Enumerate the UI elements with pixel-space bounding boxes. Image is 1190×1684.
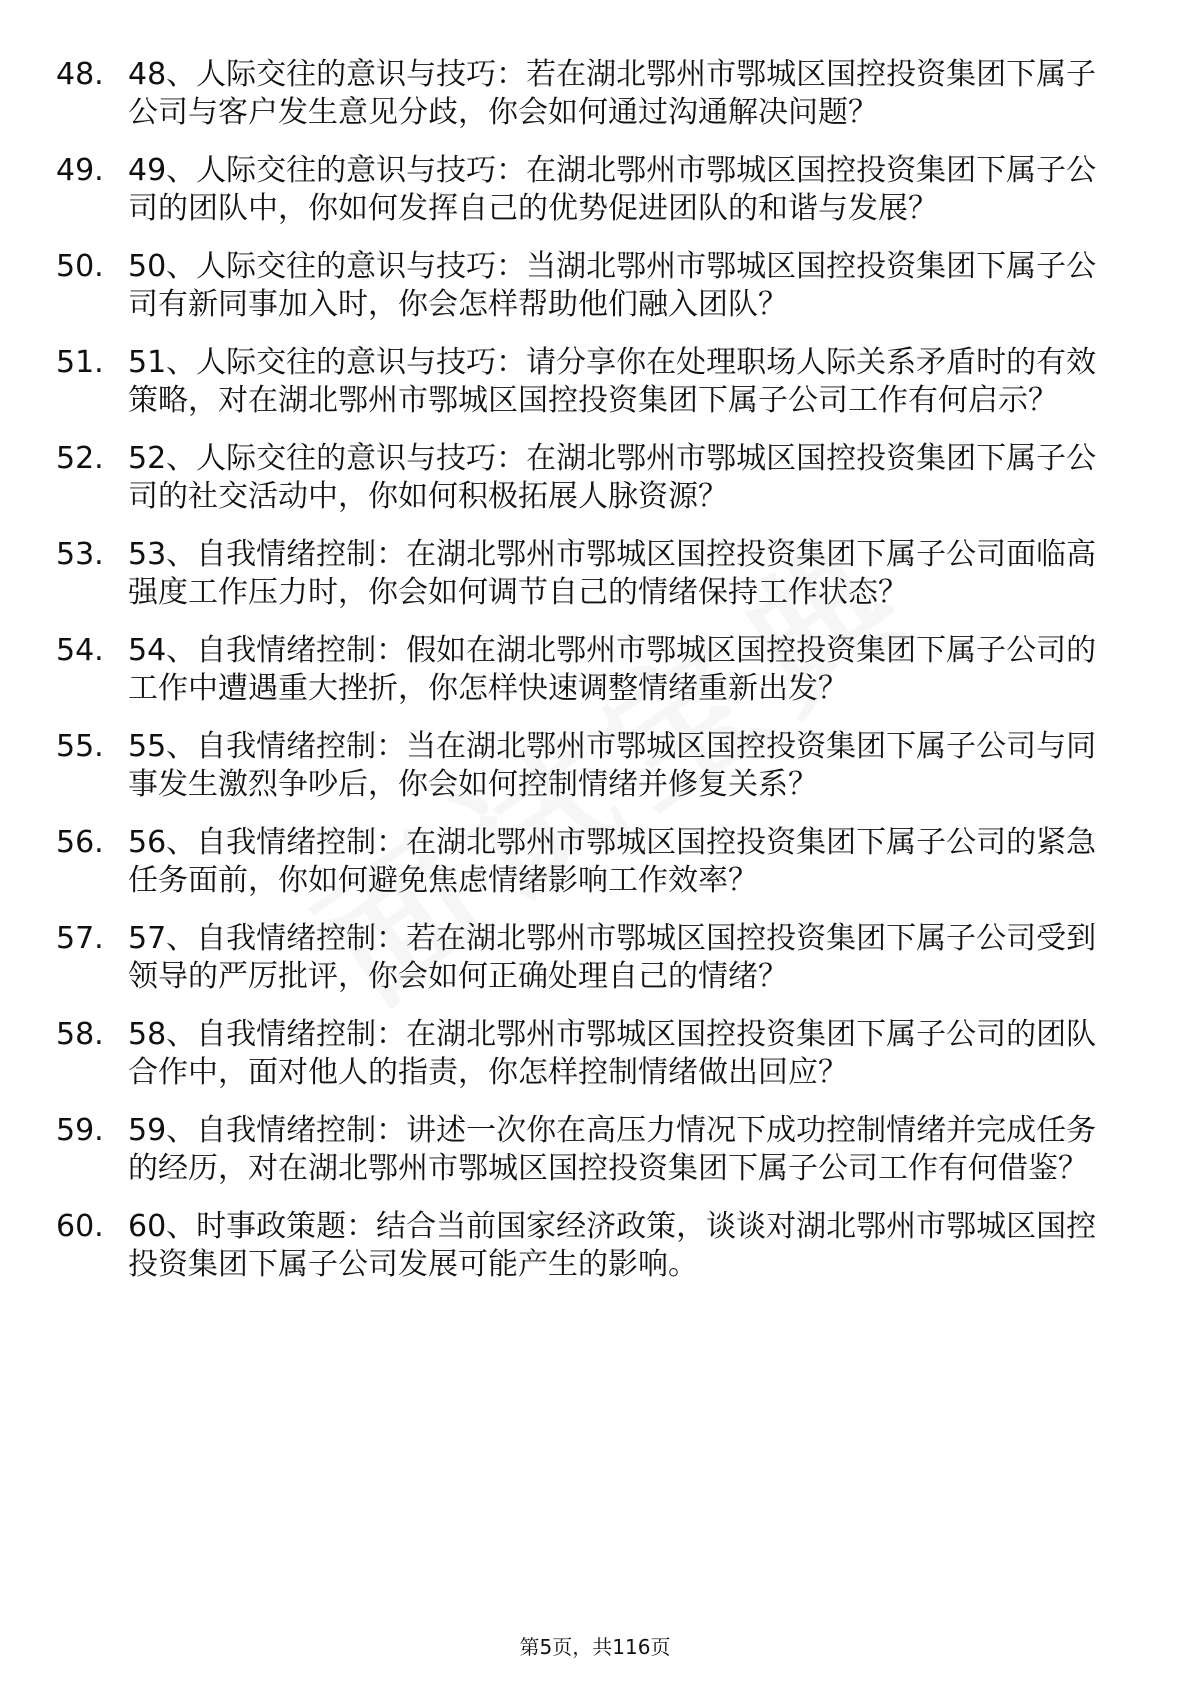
item-number: 51. <box>56 345 104 380</box>
list-item <box>56 920 1116 996</box>
item-text: 52、人际交往的意识与技巧：在湖北鄂州市鄂城区国控投资集团下属子公司的社交活动中，你如何积极拓展人脉资源？ <box>128 441 1097 514</box>
item-text: 53、自我情绪控制：在湖北鄂州市鄂城区国控投资集团下属子公司面临高强度工作压力时，你会如何调节自己的情绪保持工作状态？ <box>128 537 1097 610</box>
item-number: 57. <box>56 921 104 956</box>
list-item <box>56 536 1116 612</box>
item-text: 48、人际交往的意识与技巧：若在湖北鄂州市鄂城区国控投资集团下属子公司与客户发生意见分歧，你会如何通过沟通解决问题？ <box>128 57 1097 130</box>
item-number: 50. <box>56 249 104 284</box>
item-text: 60、时事政策题：结合当前国家经济政策，谈谈对湖北鄂州市鄂城区国控投资集团下属子公司发展可能产生的影响。 <box>128 1209 1097 1282</box>
item-text: 57、自我情绪控制：若在湖北鄂州市鄂城区国控投资集团下属子公司受到领导的严厉批评，你会如何正确处理自己的情绪？ <box>128 921 1097 994</box>
item-text: 51、人际交往的意识与技巧：请分享你在处理职场人际关系矛盾时的有效策略，对在湖北鄂州市鄂城区国控投资集团下属子公司工作有何启示？ <box>128 345 1097 418</box>
item-text: 56、自我情绪控制：在湖北鄂州市鄂城区国控投资集团下属子公司的紧急任务面前，你如何避免焦虑情绪影响工作效率？ <box>128 825 1097 898</box>
item-number: 49. <box>56 153 104 188</box>
list-item <box>56 1112 1116 1188</box>
list-item <box>56 1208 1116 1284</box>
list-item <box>56 56 1116 132</box>
item-number: 58. <box>56 1017 104 1052</box>
item-text: 55、自我情绪控制：当在湖北鄂州市鄂城区国控投资集团下属子公司与同事发生激烈争吵后，你会如何控制情绪并修复关系？ <box>128 729 1097 802</box>
list-item <box>56 824 1116 900</box>
item-number: 54. <box>56 633 104 668</box>
item-number: 60. <box>56 1209 104 1244</box>
list-item <box>56 1016 1116 1092</box>
item-number: 52. <box>56 441 104 476</box>
list-item <box>56 632 1116 708</box>
list-item <box>56 440 1116 516</box>
item-text: 50、人际交往的意识与技巧：当湖北鄂州市鄂城区国控投资集团下属子公司有新同事加入时，你会怎样帮助他们融入团队？ <box>128 249 1097 322</box>
item-number: 56. <box>56 825 104 860</box>
list-item <box>56 344 1116 420</box>
item-text: 49、人际交往的意识与技巧：在湖北鄂州市鄂城区国控投资集团下属子公司的团队中，你如何发挥自己的优势促进团队的和谐与发展？ <box>128 153 1097 226</box>
page-footer <box>0 1634 1190 1660</box>
page-number-label: 第5页，共116页 <box>519 1635 671 1659</box>
item-number: 53. <box>56 537 104 572</box>
item-number: 55. <box>56 729 104 764</box>
list-item <box>56 248 1116 324</box>
item-text: 54、自我情绪控制：假如在湖北鄂州市鄂城区国控投资集团下属子公司的工作中遭遇重大挫折，你怎样快速调整情绪重新出发？ <box>128 633 1097 706</box>
list-item <box>56 728 1116 804</box>
item-text: 59、自我情绪控制：讲述一次你在高压力情况下成功控制情绪并完成任务的经历，对在湖北鄂州市鄂城区国控投资集团下属子公司工作有何借鉴？ <box>128 1113 1097 1186</box>
question-list <box>56 56 1116 1304</box>
list-item <box>56 152 1116 228</box>
item-number: 48. <box>56 57 104 92</box>
item-number: 59. <box>56 1113 104 1148</box>
item-text: 58、自我情绪控制：在湖北鄂州市鄂城区国控投资集团下属子公司的团队合作中，面对他人的指责，你怎样控制情绪做出回应？ <box>128 1017 1097 1090</box>
